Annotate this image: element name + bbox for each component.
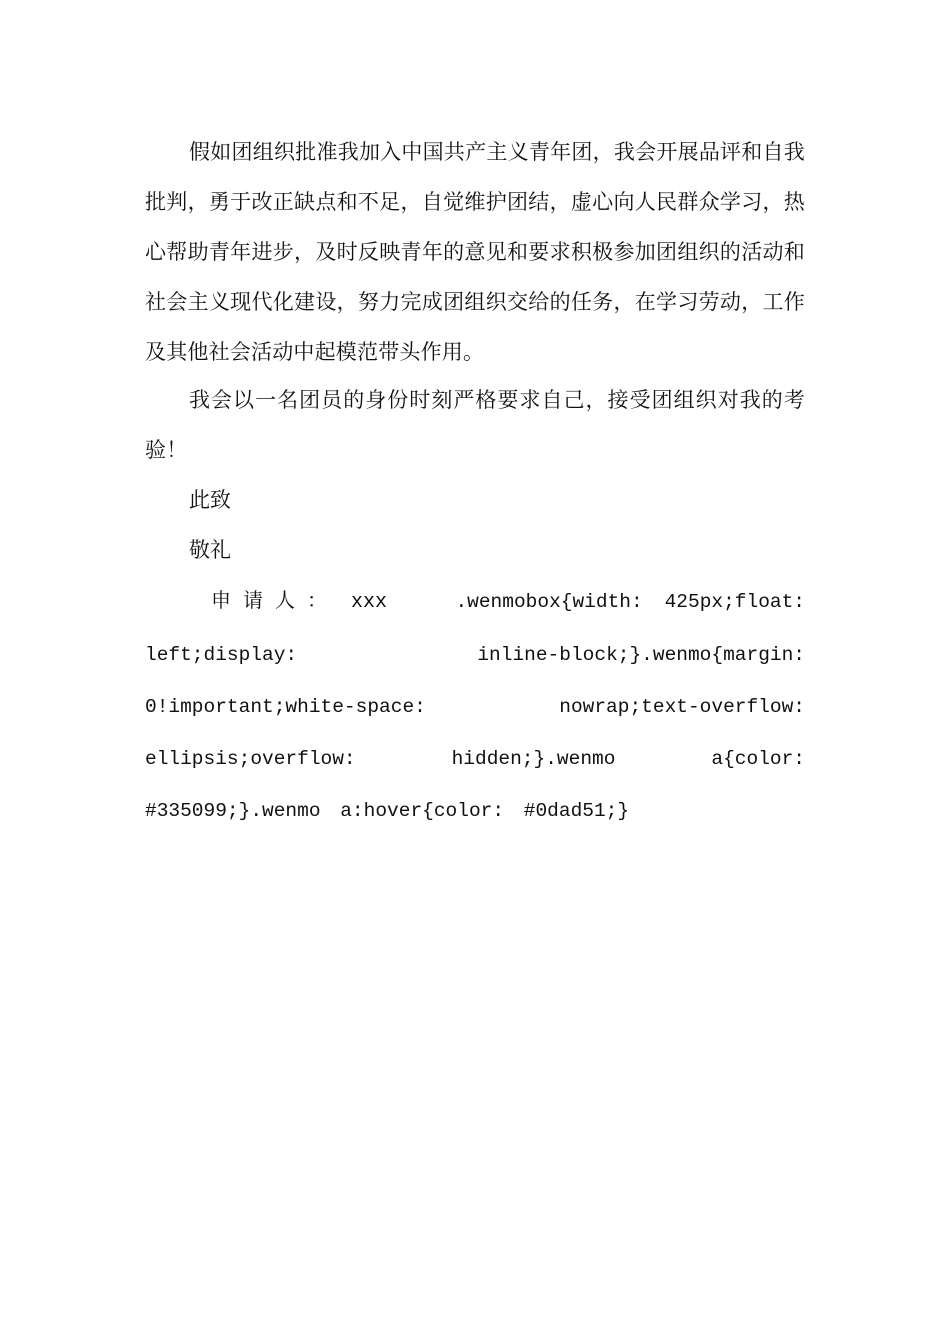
paragraph-acceptance: 我会以一名团员的身份时刻严格要求自己，接受团组织对我的考验！ — [145, 388, 805, 462]
applicant-label: 申请人： — [211, 588, 339, 612]
stray-css-text: .wenmobox{width: 425px;float: left;display: inline-block;}.wenmo{margin: 0!important;white-space: nowrap;text-overflow: ellipsis;overflow: hidden;}.wenmo a{color: #335099;}.wenmo a:hover{color: #0dad51;} — [145, 591, 806, 822]
paragraph-commitment: 假如团组织批准我加入中国共产主义青年团，我会开展品评和自我批判，勇于改正缺点和不足，自觉维护团结，虚心向人民群众学习，热心帮助青年进步，及时反映青年的意见和要求积极参加团组织的活动和社会主义现代化建设，努力完成团组织交给的任务，在学习劳动，工作及其他社会活动中起模范带头作用。 — [145, 140, 805, 364]
closing-jingli: 敬礼 — [189, 538, 231, 562]
closing-cizhi: 此致 — [189, 488, 231, 512]
applicant-name: xxx — [351, 591, 388, 614]
applicant-signature-block — [145, 575, 805, 836]
